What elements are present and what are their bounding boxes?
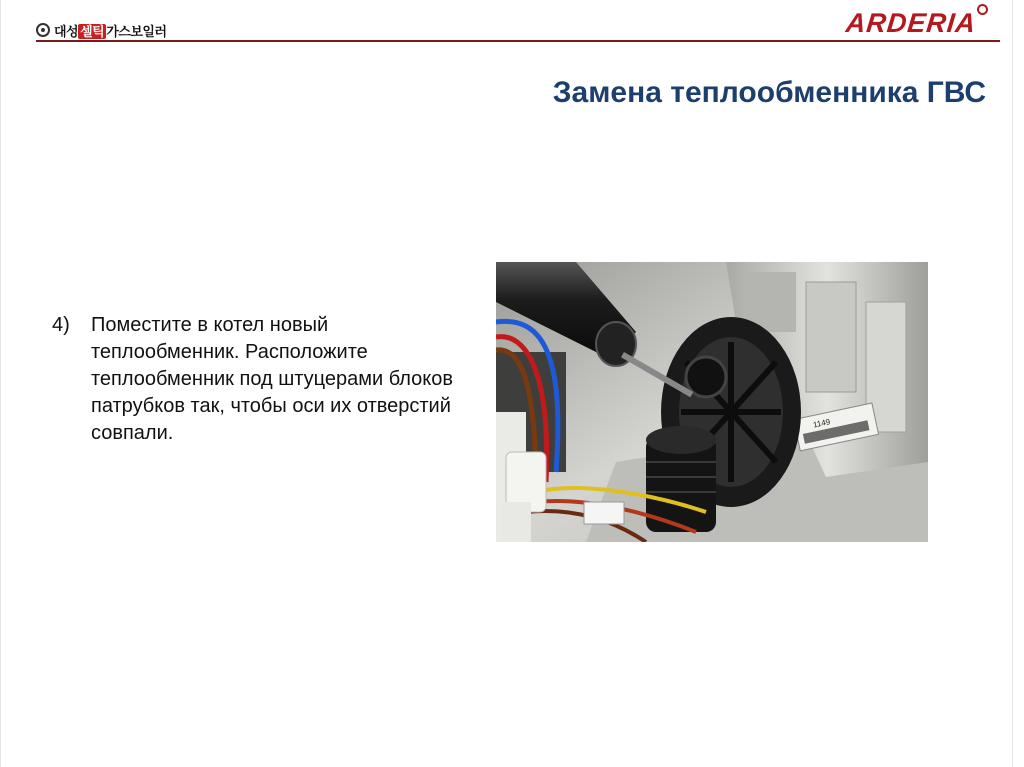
sticker-label: 1149 (812, 417, 831, 430)
brand-ring-icon (977, 4, 988, 15)
arderia-logo: ARDERIA (844, 8, 978, 38)
korean-logo-text: 대성 셀틱 가스보일러 (54, 23, 167, 39)
korean-company-logo (36, 20, 167, 40)
boiler-interior-illustration (496, 262, 928, 542)
company-emblem-icon (36, 23, 50, 37)
slide-title: Замена теплообменника ГВС (552, 76, 986, 109)
heat-exchanger-photo (496, 262, 928, 542)
slide-border-left (0, 0, 1, 767)
header-divider (36, 40, 1000, 42)
step-text: Поместите в котел новый теплообменник. Расположите теплообменник под штуцерами блоков патрубков так, чтобы оси их отверстий совпали. (91, 314, 454, 444)
step-number: 4) (52, 314, 70, 336)
slide-border-right (1012, 0, 1013, 767)
